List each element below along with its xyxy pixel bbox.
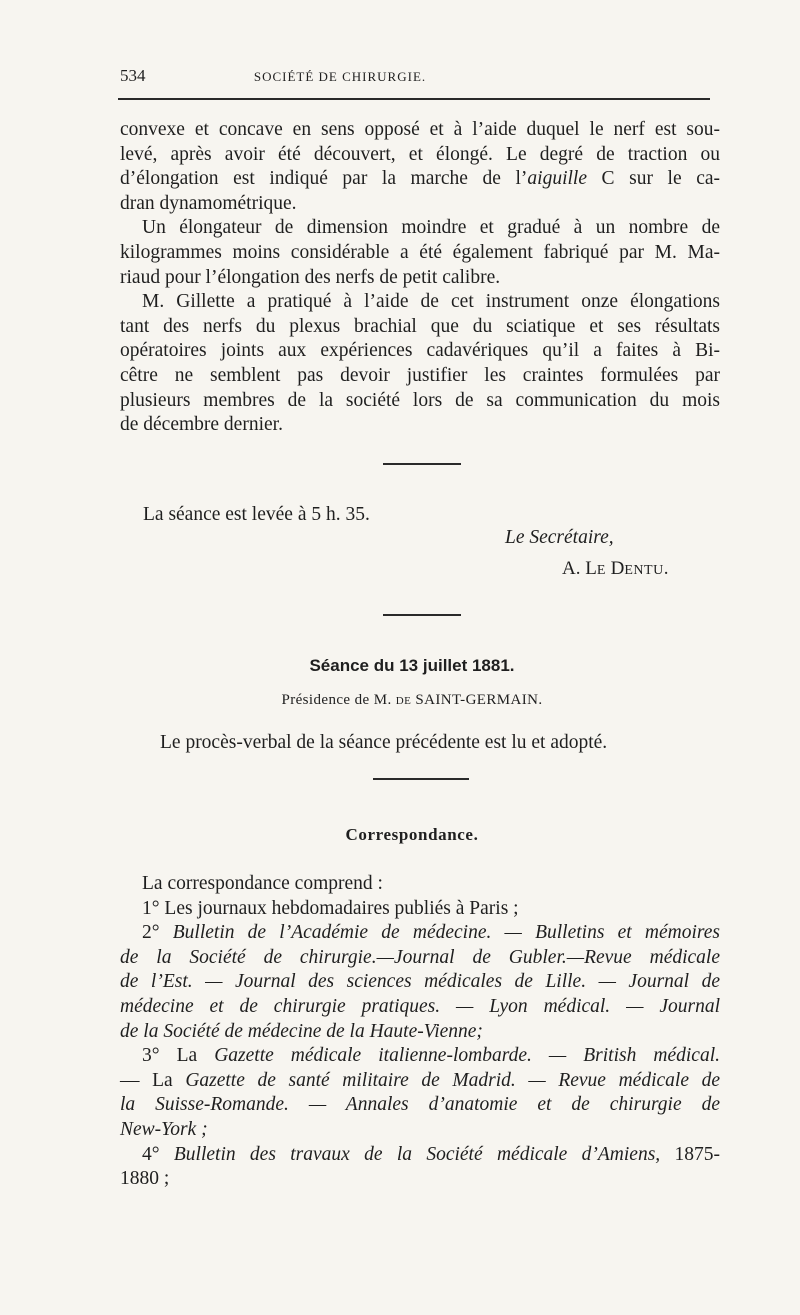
text-block-elongation <box>120 118 720 438</box>
text-line: kilogrammes moins considérable a été également fabriqué par M. Ma- <box>120 241 720 263</box>
text-line: de la Société de médecine de la Haute-Vienne; <box>120 1020 483 1042</box>
text-fragment: A. L <box>562 558 597 579</box>
text-line: La correspondance comprend : <box>142 873 383 894</box>
text-fragment-smallcaps: DE <box>395 695 412 707</box>
header-rule <box>118 98 710 100</box>
text-fragment: 2° <box>142 922 173 944</box>
text-fragment: D <box>605 558 625 579</box>
text-block-correspondence <box>120 872 720 1192</box>
text-fragment-italic: Gazette médicale italienne-lombarde. — British médical. <box>214 1045 720 1067</box>
text-fragment-italic: Bulletin de l’Académie de médecine. — Bulletins et mémoires <box>172 922 720 944</box>
correspondence-intro <box>120 872 720 897</box>
text-line <box>120 1143 720 1168</box>
text-fragment-italic: Bulletin des travaux de la Société médicale d’Amiens, <box>173 1143 661 1165</box>
text-line: 1880 ; <box>120 1168 170 1190</box>
text-line: tant des nerfs du plexus brachial que du sciatique et ses résultats <box>120 315 720 337</box>
paragraph-3 <box>120 290 720 438</box>
running-header <box>120 66 710 86</box>
text-fragment: d’élongation est indiqué par la marche de l’ <box>120 168 528 190</box>
text-line <box>120 921 720 946</box>
text-fragment-italic: aiguille <box>527 168 587 190</box>
adjournment-line: La séance est levée à 5 h. 35. <box>143 504 370 525</box>
text-fragment: — La <box>120 1069 186 1091</box>
text-fragment: 4° <box>142 1143 174 1165</box>
separator-rule <box>383 463 461 465</box>
paragraph-1 <box>120 118 720 216</box>
text-line: de la Société de chirurgie.—Journal de Gubler.—Revue médicale <box>120 946 720 968</box>
text-line: de l’Est. — Journal des sciences médicales de Lille. — Journal de <box>120 971 720 993</box>
secretary-title: Le Secrétaire, <box>505 527 614 548</box>
correspondence-item-4 <box>120 1143 720 1192</box>
session-title: Séance du 13 juillet 1881. <box>309 656 515 675</box>
text-line: levé, après avoir été découvert, et élongé. Le degré de traction ou <box>120 143 720 165</box>
paragraph-2 <box>120 216 720 290</box>
separator-rule <box>383 614 461 616</box>
section-heading: Correspondance. <box>345 825 479 844</box>
separator-rule <box>373 778 469 780</box>
text-fragment: C sur le ca- <box>586 168 721 190</box>
text-line: cêtre ne semblent pas devoir justifier les craintes formulées par <box>120 364 720 386</box>
text-line <box>120 1044 720 1069</box>
text-line: plusieurs membres de la société lors de sa communication du mois <box>120 389 720 411</box>
correspondence-item-3 <box>120 1044 720 1142</box>
text-line: la Suisse-Romande. — Annales d’anatomie et de chirurgie de <box>120 1094 720 1116</box>
text-fragment: 3° La <box>142 1045 215 1067</box>
text-line: opératoires joints aux expériences cadavériques qu’il a faites à Bi- <box>120 340 720 362</box>
text-fragment: Présidence de M. <box>281 692 396 708</box>
correspondence-item-1 <box>120 897 720 922</box>
text-fragment: SAINT-GERMAIN. <box>411 692 543 708</box>
text-line: de décembre dernier. <box>120 414 283 436</box>
text-line: convexe et concave en sens opposé et à l’aide duquel le nerf est sou- <box>120 119 720 140</box>
correspondence-item-2 <box>120 921 720 1044</box>
text-fragment-smallcaps: E <box>596 563 606 578</box>
presidency-line <box>0 692 800 709</box>
text-fragment-smallcaps: ENTU <box>624 563 664 578</box>
text-line <box>120 1069 720 1094</box>
text-line: M. Gillette a pratiqué à l’aide de cet instrument onze élongations <box>142 291 720 313</box>
text-line: riaud pour l’élongation des nerfs de petit calibre. <box>120 266 501 288</box>
page-number: 534 <box>120 66 146 85</box>
text-fragment: 1875- <box>660 1143 720 1165</box>
text-fragment-italic: Gazette de santé militaire de Madrid. — Revue médicale de <box>185 1069 720 1091</box>
text-line: New-York ; <box>120 1118 208 1140</box>
text-line: Un élongateur de dimension moindre et gradué à un nombre de <box>142 217 720 239</box>
text-line: médecine et de chirurgie pratiques. — Lyon médical. — Journal <box>120 995 720 1017</box>
text-line: 1° Les journaux hebdomadaires publiés à Paris ; <box>142 897 519 919</box>
minutes-line: Le procès-verbal de la séance précédente est lu et adopté. <box>160 732 608 753</box>
text-line: dran dynamométrique. <box>120 192 297 214</box>
text-line <box>120 167 720 192</box>
running-title: SOCIÉTÉ DE CHIRURGIE. <box>253 69 427 84</box>
secretary-name <box>562 558 668 580</box>
text-fragment: . <box>663 558 669 579</box>
